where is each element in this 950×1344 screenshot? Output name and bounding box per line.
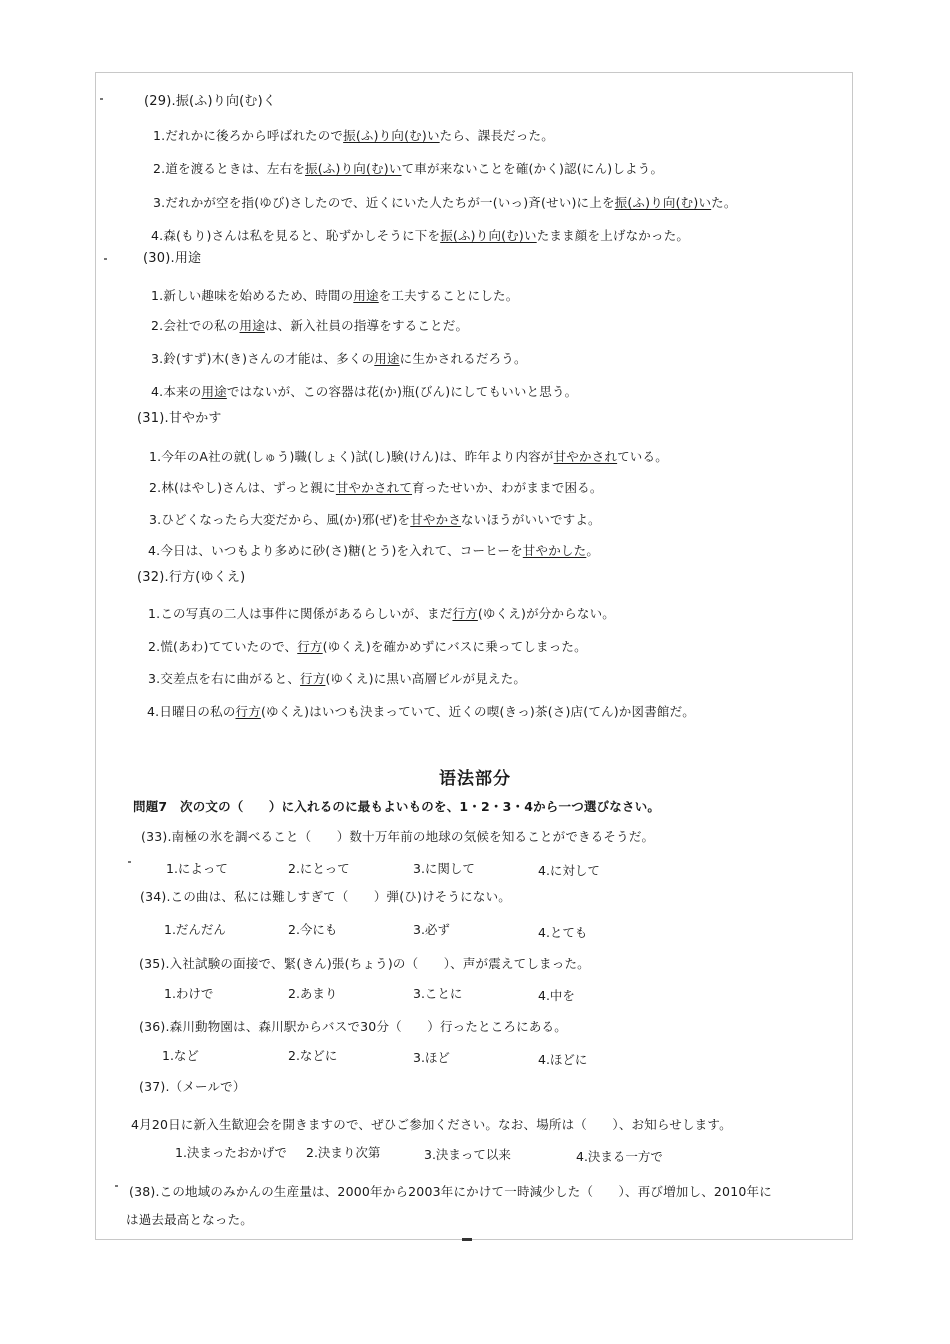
question-35: (35).入社試験の面接で、緊(きん)張(ちょう)の（ ）、声が震えてしまった。: [139, 956, 590, 971]
q29-sentence-1: 1.だれかに後ろから呼ばれたので振(ふ)り向(む)いたら、課長だった。: [153, 128, 554, 143]
scan-speck: [104, 258, 107, 260]
page-frame: [95, 72, 853, 1240]
scan-speck: [128, 861, 131, 863]
q29-sentence-2: 2.道を渡るときは、左右を振(ふ)り向(む)いて車が来ないことを確(かく)認(にん)しよう。: [153, 161, 664, 176]
q36-option-3: 3.ほど: [413, 1050, 450, 1065]
question-37-text: 4月20日に新入生歓迎会を開きますので、ぜひご参加ください。なお、場所は（ ）、お知らせします。: [131, 1117, 732, 1132]
question-31-heading: (31).甘やかす: [137, 411, 222, 426]
q35-option-3: 3.ことに: [413, 986, 463, 1001]
q33-option-2: 2.にとって: [288, 861, 350, 876]
q33-option-3: 3.に関して: [413, 861, 475, 876]
section-title: 语法部分: [439, 769, 511, 789]
q36-option-4: 4.ほどに: [538, 1052, 588, 1067]
scan-speck: [100, 98, 103, 100]
q32-sentence-3: 3.交差点を右に曲がると、行方(ゆくえ)に黒い高層ビルが見えた。: [148, 671, 527, 686]
q29-sentence-3: 3.だれかが空を指(ゆび)さしたので、近くにいた人たちが一(いっ)斉(せい)に上を振(ふ)り向(む)いた。: [153, 195, 737, 210]
q32-sentence-1: 1.この写真の二人は事件に関係があるらしいが、まだ行方(ゆくえ)が分からない。: [148, 606, 615, 621]
question-34: (34).この曲は、私には難しすぎて（ ）弾(ひ)けそうにない。: [140, 889, 511, 904]
q35-option-4: 4.中を: [538, 988, 575, 1003]
q29-sentence-4: 4.森(もり)さんは私を見ると、恥ずかしそうに下を振(ふ)り向(む)いたまま顔を上げなかった。: [151, 228, 690, 243]
q34-option-2: 2.今にも: [288, 922, 338, 937]
q33-option-4: 4.に対して: [538, 863, 600, 878]
q37-option-4: 4.決まる一方で: [576, 1149, 663, 1164]
q34-option-3: 3.必ず: [413, 922, 450, 937]
q37-option-2: 2.決まり次第: [306, 1145, 381, 1160]
question-33: (33).南極の氷を調べること（ ）数十万年前の地球の気候を知ることができるそうだ。: [141, 829, 655, 844]
q31-sentence-2: 2.林(はやし)さんは、ずっと親に甘やかされて育ったせいか、わがままで困る。: [149, 480, 603, 495]
q30-sentence-3: 3.鈴(すず)木(き)さんの才能は、多くの用途に生かされるだろう。: [151, 351, 527, 366]
page-number-mark: [462, 1238, 472, 1241]
q36-option-1: 1.など: [162, 1048, 199, 1063]
question-38-line-2: は過去最高となった。: [126, 1212, 254, 1227]
q37-option-1: 1.決まったおかげで: [175, 1145, 287, 1160]
q36-option-2: 2.などに: [288, 1048, 338, 1063]
q35-option-2: 2.あまり: [288, 986, 338, 1001]
q32-sentence-4: 4.日曜日の私の行方(ゆくえ)はいつも決まっていて、近くの喫(きっ)茶(さ)店(てん)か図書館だ。: [147, 704, 696, 719]
q31-sentence-4: 4.今日は、いつもより多めに砂(さ)糖(とう)を入れて、コーヒーを甘やかした。: [148, 543, 600, 558]
scan-speck: [115, 1185, 118, 1187]
q31-sentence-1: 1.今年のA社の就(しゅう)職(しょく)試(し)験(けん)は、昨年より内容が甘やかされている。: [149, 449, 668, 464]
question-36: (36).森川動物園は、森川駅からバスで30分（ ）行ったところにある。: [139, 1019, 567, 1034]
q30-sentence-2: 2.会社での私の用途は、新入社員の指導をすることだ。: [151, 318, 469, 333]
question-29-heading: (29).振(ふ)り向(む)く: [144, 94, 277, 109]
q33-option-1: 1.によって: [166, 861, 228, 876]
q31-sentence-3: 3.ひどくなったら大変だから、風(か)邪(ぜ)を甘やかさないほうがいいですよ。: [149, 512, 601, 527]
question-32-heading: (32).行方(ゆくえ): [137, 570, 246, 585]
q37-option-3: 3.決まって以来: [424, 1147, 511, 1162]
q30-sentence-1: 1.新しい趣味を始めるため、時間の用途を工夫することにした。: [151, 288, 519, 303]
question-37-label: (37).（メールで）: [139, 1079, 246, 1094]
q35-option-1: 1.わけで: [164, 986, 214, 1001]
question-30-heading: (30).用途: [143, 251, 202, 266]
question-38-line-1: (38).この地域のみかんの生産量は、2000年から2003年にかけて一時減少した（ ）、再び増加し、2010年に: [129, 1184, 772, 1199]
grammar-instruction: 問題7 次の文の（ ）に入れるのに最もよいものを、1・2・3・4から一つ選びなさい。: [133, 799, 661, 814]
q32-sentence-2: 2.慌(あわ)てていたので、行方(ゆくえ)を確かめずにバスに乗ってしまった。: [148, 639, 587, 654]
q34-option-4: 4.とても: [538, 925, 588, 940]
q34-option-1: 1.だんだん: [164, 922, 226, 937]
q30-sentence-4: 4.本来の用途ではないが、この容器は花(か)瓶(びん)にしてもいいと思う。: [151, 384, 578, 399]
